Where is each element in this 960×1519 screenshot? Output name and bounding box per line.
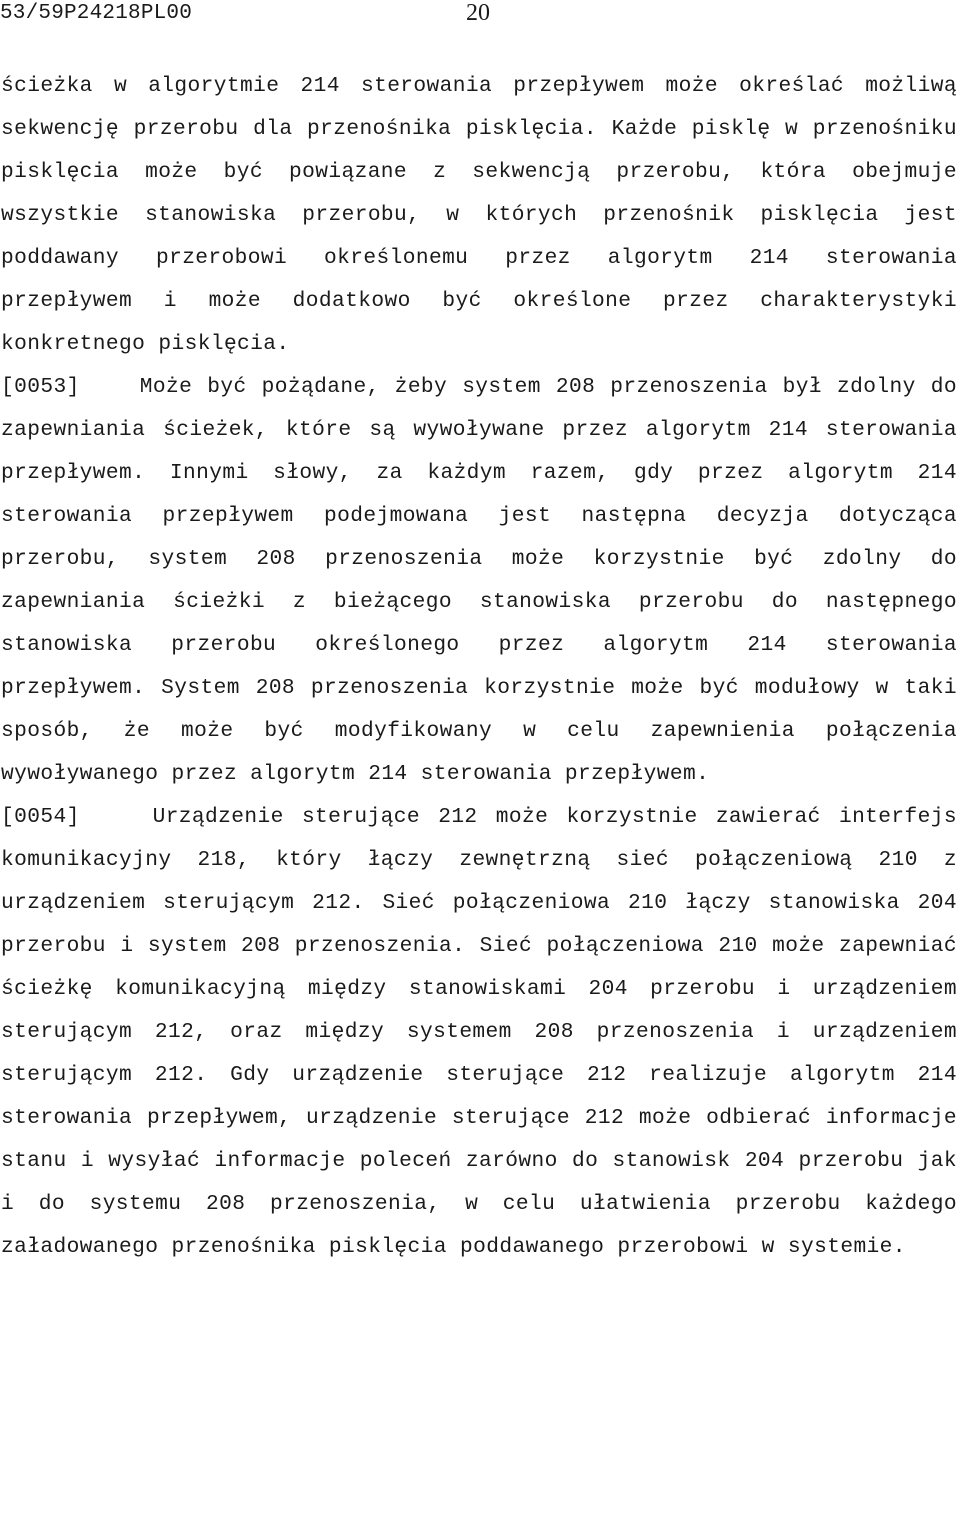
paragraph-number: [0054] <box>1 805 80 829</box>
paragraph-continuation <box>1 65 957 366</box>
document-id: 53/59P24218PL00 <box>0 2 193 25</box>
paragraph-text: ścieżka w algorytmie 214 sterowania przepływem może określać możliwą sekwencję przerobu dla przenośnika pisklęcia. Każde pisklę w przenośniku pisklęcia może być powiązane z sekwencją przerobu, która obejmuje wszystkie stanowiska przerobu, w których przenośnik pisklęcia jest poddawany przerobowi określonemu przez algorytm 214 sterowania przepływem i może dodatkowo być określone przez charakterystyki konkretnego pisklęcia. <box>1 74 957 356</box>
paragraph-number: [0053] <box>1 375 80 399</box>
paragraph-0054 <box>1 796 957 1269</box>
paragraph-text: Może być pożądane, żeby system 208 przenoszenia był zdolny do zapewniania ścieżek, które są wywoływane przez algorytm 214 sterowania przepływem. Innymi słowy, za każdym razem, gdy przez algorytm 214 sterowania przepływem podejmowana jest następna decyzja dotycząca przerobu, system 208 przenoszenia może korzystnie być zdolny do zapewniania ścieżki z bieżącego stanowiska przerobu do następnego stanowiska przerobu określonego przez algorytm 214 sterowania przepływem. System 208 przenoszenia korzystnie może być modułowy w taki sposób, że może być modyfikowany w celu zapewnienia połączenia wywoływanego przez algorytm 214 sterowania przepływem. <box>1 375 957 786</box>
page-number: 20 <box>466 0 490 26</box>
document-body <box>1 65 957 1269</box>
paragraph-0053 <box>1 366 957 796</box>
paragraph-text: Urządzenie sterujące 212 może korzystnie zawierać interfejs komunikacyjny 218, który łączy zewnętrzną sieć połączeniową 210 z urządzeniem sterującym 212. Sieć połączeniowa 210 łączy stanowiska 204 przerobu i system 208 przenoszenia. Sieć połączeniowa 210 może zapewniać ścieżkę komunikacyjną między stanowiskami 204 przerobu i urządzeniem sterującym 212, oraz między systemem 208 przenoszenia i urządzeniem sterującym 212. Gdy urządzenie sterujące 212 realizuje algorytm 214 sterowania przepływem, urządzenie sterujące 212 może odbierać informacje stanu i wysyłać informacje poleceń zarówno do stanowisk 204 przerobu jak i do systemu 208 przenoszenia, w celu ułatwienia przerobu każdego załadowanego przenośnika pisklęcia poddawanego przerobowi w systemie. <box>1 805 957 1259</box>
page-header <box>0 0 960 30</box>
